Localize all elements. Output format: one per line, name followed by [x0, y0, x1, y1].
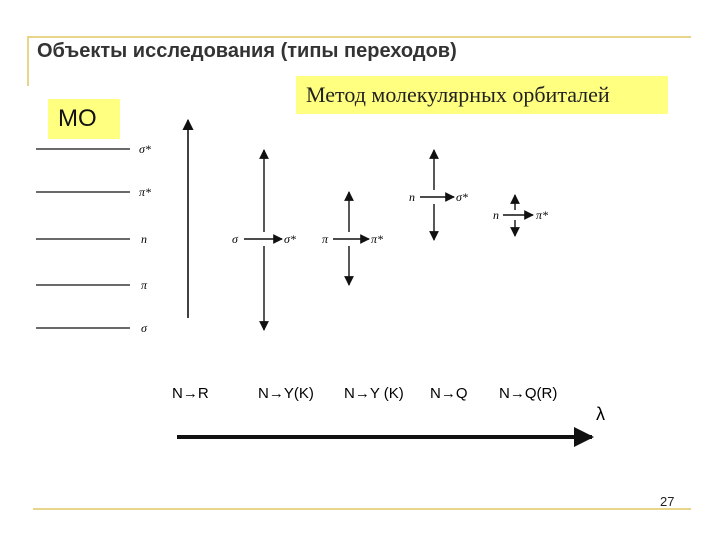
- transition-sigma-sigma: [232, 150, 296, 330]
- slide-title: Объекты исследования (типы переходов): [37, 40, 457, 62]
- level-pi-star-label: π*: [139, 185, 152, 199]
- mo-label: МО: [48, 99, 120, 139]
- transition-n-sigma: [409, 150, 468, 240]
- energy-levels: [36, 142, 151, 335]
- bottom-rule: [33, 508, 691, 510]
- transition-pi-pi: [322, 192, 383, 285]
- transition-n-pi: [493, 195, 548, 236]
- to-label: π*: [371, 232, 384, 246]
- from-label: σ: [232, 232, 238, 246]
- type-label-n-yk: N→Y(K): [258, 385, 314, 402]
- wavelength-axis-label: λ: [596, 404, 605, 424]
- to-label: σ*: [284, 232, 296, 246]
- from-label: π: [322, 232, 329, 246]
- to-label: π*: [536, 208, 549, 222]
- type-label-n-qr: N→Q(R): [499, 385, 558, 402]
- to-label: σ*: [456, 190, 468, 204]
- level-sigma-star-label: σ*: [139, 142, 151, 156]
- transition-type-labels: [172, 385, 557, 402]
- level-sigma-label: σ: [141, 321, 147, 335]
- level-n-label: n: [141, 232, 147, 246]
- page-number: 27: [660, 494, 675, 509]
- type-label-n-r: N→R: [172, 385, 209, 402]
- from-label: n: [493, 208, 499, 222]
- level-pi-label: π: [141, 278, 148, 292]
- type-label-n-y-k: N→Y (K): [344, 385, 404, 402]
- method-label: Метод молекулярных орбиталей: [296, 76, 668, 114]
- from-label: n: [409, 190, 415, 204]
- type-label-n-q: N→Q: [430, 385, 468, 402]
